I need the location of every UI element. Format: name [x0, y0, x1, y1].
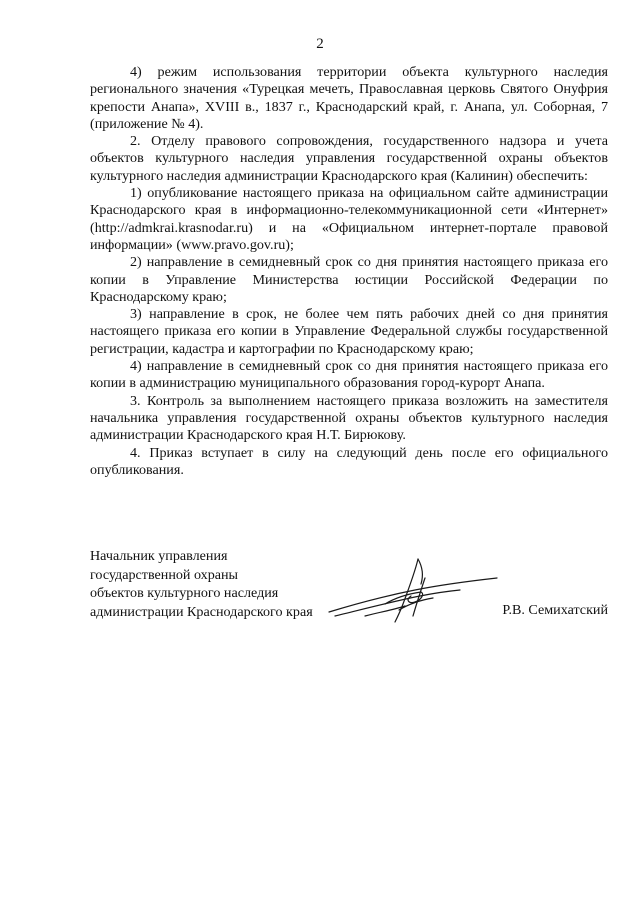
position-line: администрации Краснодарского края	[90, 603, 313, 620]
document-body	[90, 64, 608, 479]
paragraph-3-control: 3. Контроль за выполнением настоящего приказа возложить на заместителя начальника управления государственной охраны объектов культурного наследия администрации Краснодарского края Н.Т. Бирюкову.	[90, 392, 608, 444]
page-number: 2	[316, 36, 324, 52]
signatory-position	[90, 547, 313, 621]
signatory-name: Р.В. Семихатский	[502, 602, 608, 618]
paragraph-registration-service: 3) направление в срок, не более чем пять рабочих дней со дня принятия настоящего приказа его копии в Управление Федеральной службы государственной регистрации, кадастра и картографии по Краснодарскому краю;	[90, 306, 608, 357]
paragraph-justice-ministry: 2) направление в семидневный срок со дня принятия настоящего приказа его копии в Управление Министерства юстиции Российской Федерации по Краснодарскому краю;	[90, 254, 608, 305]
position-line: государственной охраны	[90, 566, 239, 583]
paragraph-2-legal-department: 2. Отделу правового сопровождения, государственного надзора и учета объектов культурного наследия управления государственной охраны объектов культурного наследия администрации Краснодарского края (Калинин) обеспечить:	[90, 133, 608, 184]
paragraph-publication: 1) опубликование настоящего приказа на официальном сайте администрации Краснодарского края в информационно-телекоммуникационной сети «Интернет» (http://admkrai.krasnodar.ru) и на «Официальном интернет-портале правовой информации» (www.pravo.gov.ru);	[90, 185, 608, 253]
paragraph-item-4-regime: 4) режим использования территории объекта культурного наследия регионального значения «Турецкая мечеть, Православная церковь Святого Онуфрия крепости Анапа», XVIII в., 1837 г., Краснодарский край, г. Анапа, ул. Соборная, 7 (приложение № 4).	[90, 64, 608, 132]
paragraph-municipality: 4) направление в семидневный срок со дня принятия настоящего приказа его копии в администрацию муниципального образования город-курорт Анапа.	[90, 358, 608, 392]
paragraph-4-effect: 4. Приказ вступает в силу на следующий день после его официального опубликования.	[90, 444, 608, 478]
position-line: Начальник управления	[90, 548, 228, 564]
position-line: объектов культурного наследия	[90, 585, 279, 601]
handwritten-signature	[325, 554, 500, 624]
